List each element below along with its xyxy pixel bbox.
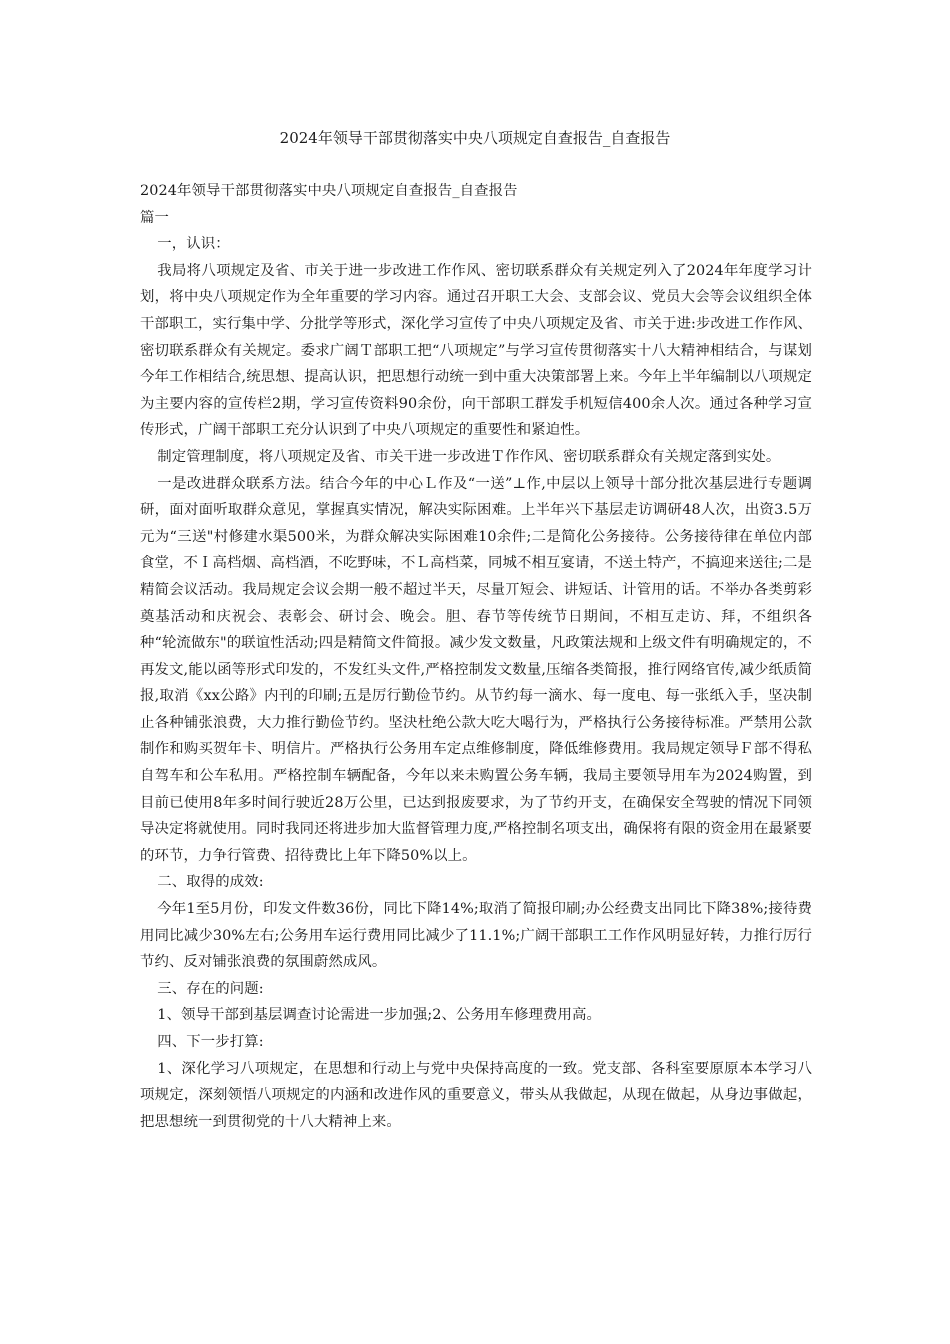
paragraph-results: 今年1至5月份，印发文件数36份，同比下降14%;取消了简报印刷;办公经费支出同比下降38%;接待费用同比减少30%左右;公务用车运行费用同比减少了11.1%;广阔干部职工工作作风明显好转，力推行厉行节约、反对铺张浪费的氛围蔚然成风。 [140,901,812,971]
paragraph-management-system: 制定管理制度，将八项规定及省、市关干进一步改进Ｔ作作风、密切联系群众有关规定落到实处。 [157,448,781,465]
document-subtitle: 2024年领导干部贯彻落实中央八项规定自查报告_自查报告 [140,183,518,199]
document-title: 2024年领导干部贯彻落实中央八项规定自查报告_自查报告 [279,129,671,147]
section-heading-next-steps: 四、下一步打算: [157,1034,264,1050]
paragraph-study-plan: 我局将八项规定及省、市关于进一步改进工作作风、密切联系群众有关规定列入了2024年年度学习计划，将中央八项规定作为全年重要的学习内容。通过召开职工大会、支部会议、党员大会等会议组织全体干部职工，实行集中学、分批学等形式，深化学习宣传了中央八项规定及省、市关于进:步改进工作作风、密切联系群众有关规定。委求广阔Ｔ部职工把“八项规定”与学习宣传贯彻落实十八大精神相结合，与谋划今年工作相结合,统思想、提高认识，把思想行动统一到中重大决策部署上来。今年上半年编制以八项规定为主要内容的宣传栏2期，学习宣传资料90余份，向干部职工群发手机短信400余人次。通过各种学习宣传形式，广阔干部职工充分认识到了中央八项规定的重要性和紧迫性。 [140,262,812,439]
paragraph-next-steps: 1、深化学习八项规定，在思想和行动上与党中央保持高度的一致。党支部、各科室要原原本本学习八项规定，深刻领悟八项规定的内涵和改进作风的重要意义，带头从我做起，从现在做起，从身边事做起，把思想统一到贯彻党的十八大精神上来。 [140,1060,812,1130]
paragraph-measures: 一是改进群众联系方法。结合今年的中心Ｌ作及“一送”⊥作,中层以上领导十部分批次基层进行专题调研，面对面听取群众意见，掌握真实情况，解决实际困难。上半年兴下基层走访调研48人次，出资3.5万元为“三送"村修建水渠500米，为群众解决实际困难10余件;二是简化公务接待。公务接待律在单位内部食堂，不Ｉ高档烟、高档酒，不吃野味，不Ｌ高档菜，同城不相互宴请，不送土特产，不搞迎来送往;二是精简会议活动。我局规定会议会期一般不超过半天，尽量丌短会、讲短话、计管用的话。不举办各类剪彩奠基活动和庆祝会、表彰会、研讨会、晚会。胆、春节等传统节日期间，不相互走访、拜，不组织各种“轮流做东"的联谊性活动;四是精简文件简报。减少发文数量，凡政策法规和上级文件有明确规定的，不再发文,能以函等形式印发的，不发红头文件,严格控制发文数量,压缩各类简报，推行网络官传,减少纸质简报,取消《xx公路》内刊的印刷;五是厉行勤俭节约。从节约每一滴水、每一度电、每一张纸入手，坚决制止各种铺张浪费，大力推行勤俭节约。坚決杜绝公款大吃大喝行为，严格执行公务接待标准。严禁用公款制作和购买贺年卡、明信片。严格执行公务用车定点维修制度，降低维修费用。我局规定领导Ｆ部不得私自驾车和公车私用。严格控制车辆配备，今年以来未购置公务车辆，我局主要领导用车为2024购置，到目前已使用8年多时间行驶近28万公里，已达到报废要求，为了节约开支，在确保安全驾驶的情况下同领导决定将就使用。同时我同还将进步加大监督管理力度,严格控制名项支出，确保将有限的资金用在最紧要的环节，力争行管费、招待费比上年下降50%以上。 [140,475,812,864]
section-heading-understanding: 一，认识： [157,236,230,253]
paragraph-problems: 1、领导干部到基层调查讨论需进一步加强;2、公务用车修理费用高。 [157,1007,601,1024]
document-body [140,178,812,1135]
section-heading-results: 二、取得的成效: [157,874,264,891]
part-label: 篇一 [140,209,169,226]
section-heading-problems: 三、存在的问题: [157,980,264,997]
